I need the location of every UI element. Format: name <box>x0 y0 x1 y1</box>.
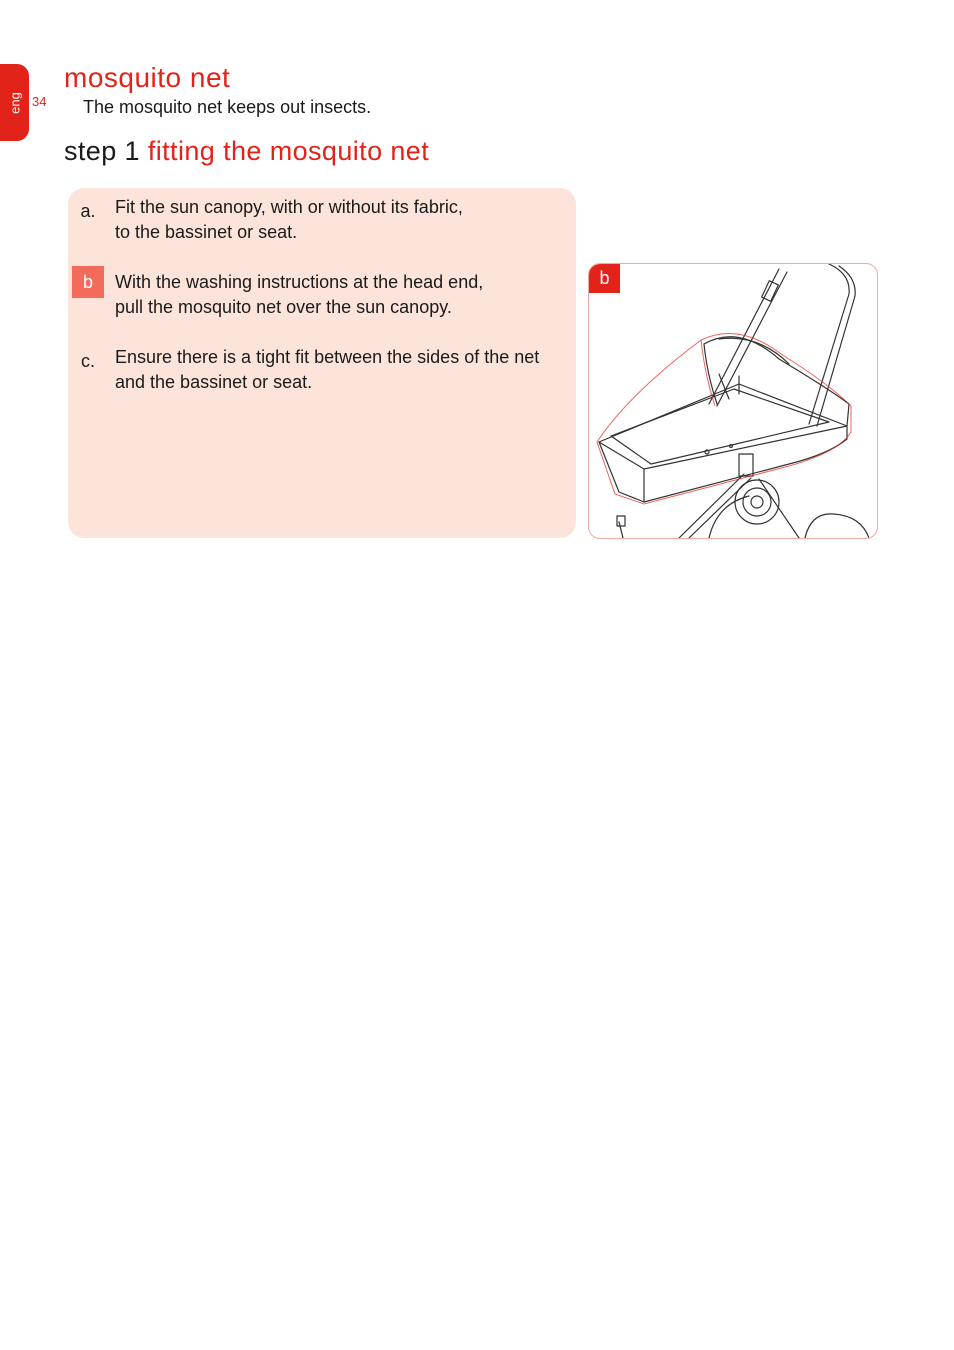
stroller-illustration <box>589 264 877 538</box>
page-number: 34 <box>32 94 47 109</box>
step-line: to the bassinet or seat. <box>115 222 298 242</box>
step-line: pull the mosquito net over the sun canopy. <box>115 297 452 317</box>
figure-label: b <box>589 264 620 293</box>
language-tab <box>0 64 29 141</box>
instructions-panel <box>68 188 576 538</box>
step-marker-active: b <box>72 266 104 298</box>
step-text <box>115 345 565 395</box>
step-heading <box>64 136 429 167</box>
step-marker: a. <box>80 201 96 221</box>
section-title: mosquito net <box>64 62 231 93</box>
language-label: eng <box>7 91 22 114</box>
figure-b <box>588 263 878 539</box>
step-marker: c. <box>80 351 95 371</box>
step-number: step 1 <box>64 136 140 166</box>
step-line: and the bassinet or seat. <box>115 372 313 392</box>
section-intro: The mosquito net keeps out insects. <box>83 97 372 117</box>
step-text <box>115 270 565 320</box>
step-line: With the washing instructions at the head end, <box>115 272 484 292</box>
step-text <box>115 195 565 245</box>
step-line: Fit the sun canopy, with or without its fabric, <box>115 197 463 217</box>
step-title: fitting the mosquito net <box>147 136 430 166</box>
step-line: Ensure there is a tight fit between the sides of the net <box>115 347 540 367</box>
